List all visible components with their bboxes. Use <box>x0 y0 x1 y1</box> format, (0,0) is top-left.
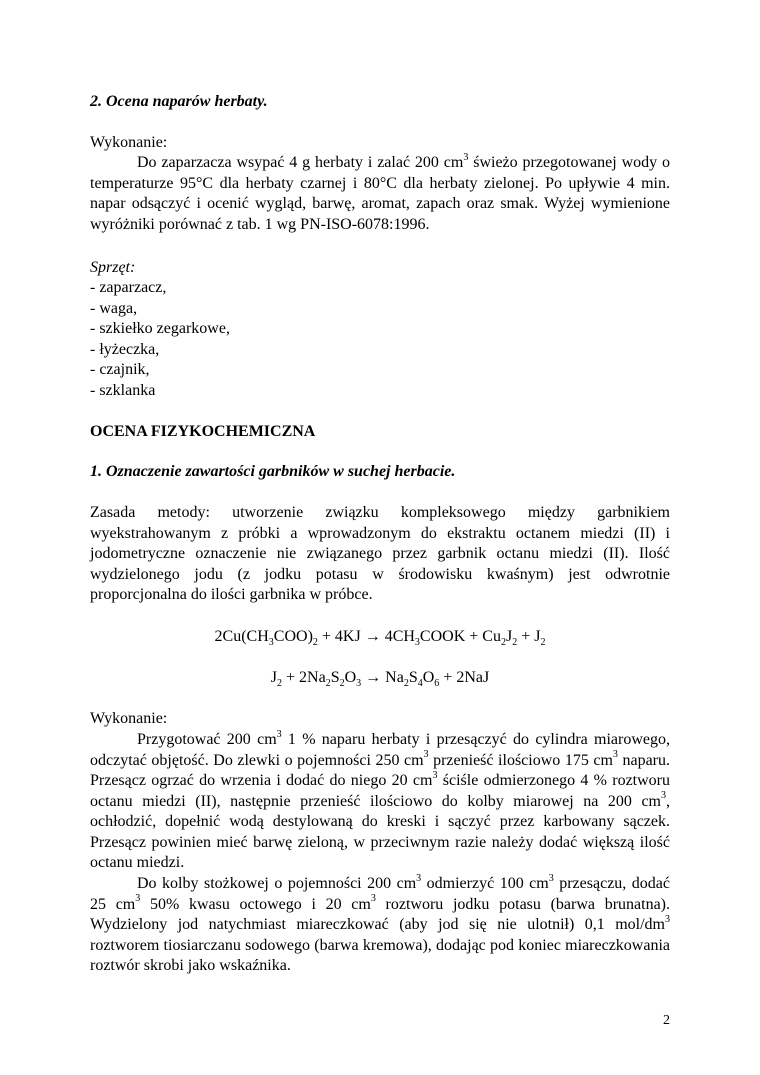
list-item: - szklanka <box>90 381 156 399</box>
sub-heading-tannins: 1. Oznaczenie zawartości garbników w suchej herbacie. <box>90 463 456 480</box>
equipment-label: Sprzęt: <box>90 259 136 276</box>
procedure-label: Wykonanie: <box>90 134 168 151</box>
equation-1: $2Cu(CH_3COO)_2 + 4KJ$ → $4CH_3COOK + Cu_2J_2 + J_2$ <box>214 628 546 649</box>
equipment-list <box>90 278 670 401</box>
list-item: - łyżeczka, <box>90 340 160 358</box>
procedure-paragraph-2: Do kolby stożkowej o pojemności 200 $cm^3$ odmierzyć 100 $cm^3$ przesączu, dodać 25 $cm^3$ 50% kwasu octowego i 20 $cm^3$ roztworu jodku potasu (barwa brunatna). Wydzielony jod natychmiast miareczkować (aby jod się nie ulotnił) 0,1 mol/$dm^3$ roztworem tiosiarczanu sodowego (barwa kremowa), dodając pod koniec miareczkowania roztwór skrobi jako wskaźnika. <box>90 872 670 974</box>
list-item: - szkiełko zegarkowe, <box>90 320 230 337</box>
list-item: - zaparzacz, <box>90 279 167 296</box>
procedure-paragraph-1: Przygotować 200 $cm^3$ 1 % naparu herbaty i przesączyć do cylindra miarowego, odczytać objętość. Do zlewki o pojemności 250 $cm^3$ przenieść ilościowo 175 $cm^3$ naparu. Przesącz ogrzać do wrzenia i dodać do niego 20 $cm^3$ ściśle odmierzonego 4 % roztworu octanu miedzi (II), następnie przenieść ilościowo do kolby miarowej na 200 $cm^3$, ochłodzić, dopełnić wodą destylowaną do kreski i sączyć przez karbowany sączek. Przesącz powinien mieć barwę zieloną, w przeciwnym razie należy dodać większą ilość octanu miedzi. <box>90 728 671 871</box>
list-item: - waga, <box>90 299 138 317</box>
tea-procedure-paragraph: Do zaparzacza wsypać 4 g herbaty i zalać 200 $cm^3$ świeżo przegotowanej wody o temperaturze 95°C dla herbaty czarnej i 80°C dla herbaty zielonej. Po upływie 4 min. napar odsączyć i ocenić wygląd, barwę, aromat, zapach oraz smak. Wyżej wymienione wyróżniki porównać z tab. 1 wg PN-ISO-6078:1996. <box>90 151 670 233</box>
section-heading-physchem: OCENA FIZYKOCHEMICZNA <box>90 423 316 440</box>
section-heading-tea-infusion: 2. Ocena naparów herbaty. <box>90 93 268 110</box>
page-number: 2 <box>663 1013 670 1028</box>
procedure-label-2: Wykonanie: <box>90 710 168 727</box>
equation-2: $J_2 + 2Na_2S_2O_3 \to Na_2S_4O_6 + 2NaJ$ <box>270 669 490 690</box>
method-principle-paragraph: Zasada metody: utworzenie związku kompleksowego między garbnikiem wyekstrahowanym z próbki a wprowadzonym do ekstraktu octanem miedzi (II) i jodometryczne oznaczenie nie związanego przez garbnik octanu miedzi (II). Ilość wydzielonego jodu (z jodku potasu w środowisku kwaśnym) jest odwrotnie proporcjonalna do ilości garbnika w próbce. <box>90 504 670 603</box>
list-item: - czajnik, <box>90 361 150 378</box>
